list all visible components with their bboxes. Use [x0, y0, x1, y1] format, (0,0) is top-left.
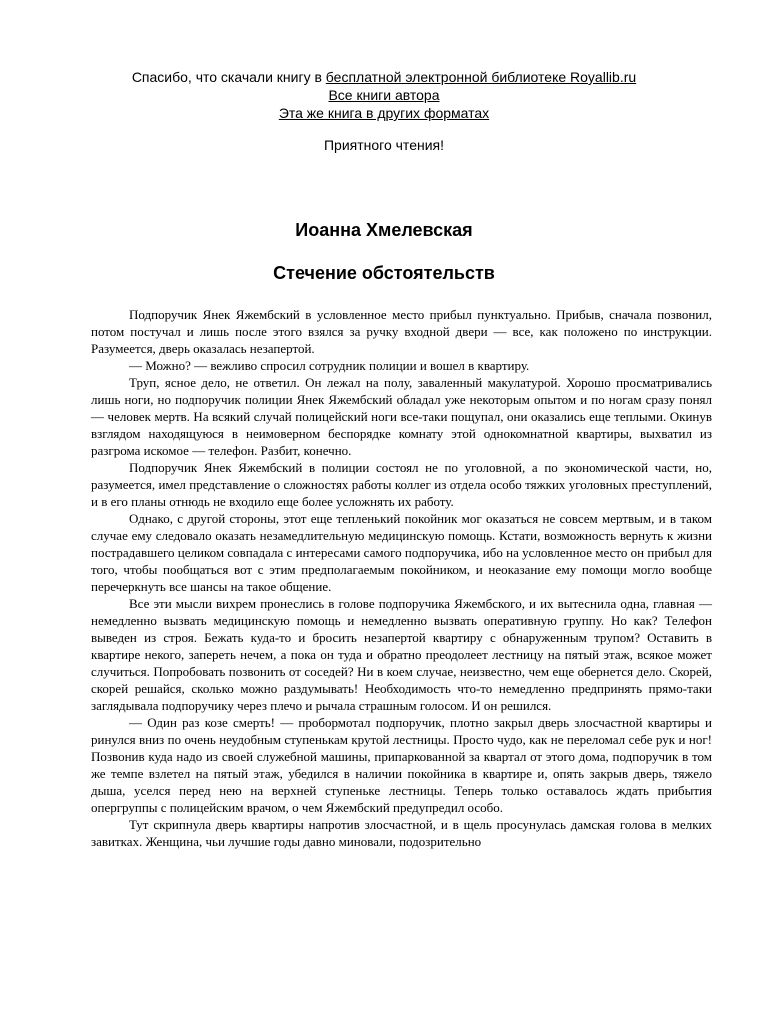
download-notice — [0, 68, 768, 122]
book-author: Иоанна Хмелевская — [295, 220, 473, 240]
paragraph: Однако, с другой стороны, этот еще тепленький покойник мог оказаться не совсем мертвым, и в таком случае ему следовало оказать незамедлительную медицинскую помощь. Кстати, возможность вернуть к жизни пострадавшего целиком совпадала с интересами самого подпоручика, ибо на условленное место он прибыл для того, чтобы пообщаться вот с этим предполагаемым покойником, и неоказание ему помощи могло вообще перечеркнуть все шансы на такое общение. — [91, 511, 712, 594]
thanks-text: Спасибо, что скачали книгу в — [131, 69, 326, 85]
book-text — [91, 306, 712, 850]
book-title: Стечение обстоятельств — [273, 263, 495, 283]
paragraph: Подпоручик Янек Яжембский в полиции состоял не по уголовной, а по экономической части, но, разумеется, имел представление о сложностях работы коллег из отдела особо тяжких уголовных преступлений, и в его планы отнюдь не входило еще более усложнять их работу. — [91, 460, 712, 509]
paragraph: Подпоручик Янек Яжембский в условленное место прибыл пунктуально. Прибыв, сначала позвонил, потом постучал и лишь после этого взялся за ручку входной двери — все, как положено по инструкции. Разумеется, дверь оказалась незапертой. — [91, 307, 712, 356]
paragraph: — Один раз козе смерть! — пробормотал подпоручик, плотно закрыл дверь злосчастной квартиры и ринулся вниз по очень неудобным ступенькам крутой лестницы. Просто чудо, как не переломал себе рук и ног! Позвонив куда надо из своей служебной машины, припаркованной за квартал от этого дома, подпоручик в том же темпе взлетел на пятый этаж, убедился в наличии покойника в квартире и, опять закрыв дверь, тяжело дыша, уселся перед нею на верхней ступеньке лестницы. Теперь только оставалось ждать прибытия опергруппы с полицейским врачом, о чем Яжембский предупредил особо. — [91, 715, 712, 815]
paragraph: Все эти мысли вихрем пронеслись в голове подпоручика Яжембского, и их вытеснила одна, главная — немедленно вызвать медицинскую помощь и немедленно вызвать оперативную группу. Но как? Телефон выведен из строя. Бежать куда-то и бросить незапертой квартиру с обнаруженным трупом? Оставить в квартире некого, запереть нечем, а пока он туда и обратно преодолеет лестницу на пятый этаж, всякое может случиться. Попробовать позвонить от соседей? Ни в коем случае, неизвестно, чем еще обернется дело. Скорей, скорей решайся, сколько можно раздумывать! Необходимость что-то немедленно предпринять прямо-таки заглядывала подпоручику через плечо и рычала страшным голосом. И он решился. — [91, 596, 712, 713]
paragraph: Труп, ясное дело, не ответил. Он лежал на полу, заваленный макулатурой. Хорошо просматривались лишь ноги, но подпоручик полиции Янек Яжембский обладал уже некоторым опытом и по ногам сразу понял — человек мертв. На всякий случай полицейский ноги все-таки пощупал, они оказались еще теплыми. Окинув взглядом находящуюся в неимоверном беспорядке комнату этой однокомнатной квартиры, выхватил из разгрома искомое — телефон. Разбит, конечно. — [91, 375, 712, 458]
thanks-line — [0, 68, 768, 86]
paragraph: Тут скрипнула дверь квартиры напротив злосчастной, и в щель просунулась дамская голова в мелких завитках. Женщина, чьи лучшие годы давно миновали, подозрительно — [91, 817, 712, 849]
paragraph: — Можно? — вежливо спросил сотрудник полиции и вошел в квартиру. — [129, 358, 530, 373]
other-formats-link[interactable]: Эта же книга в других форматах — [278, 105, 490, 121]
author-books-link[interactable]: Все книги автора — [328, 87, 440, 103]
library-link[interactable]: бесплатной электронной библиотеке Royallib.ru — [325, 69, 637, 85]
greeting-text: Приятного чтения! — [323, 137, 444, 153]
